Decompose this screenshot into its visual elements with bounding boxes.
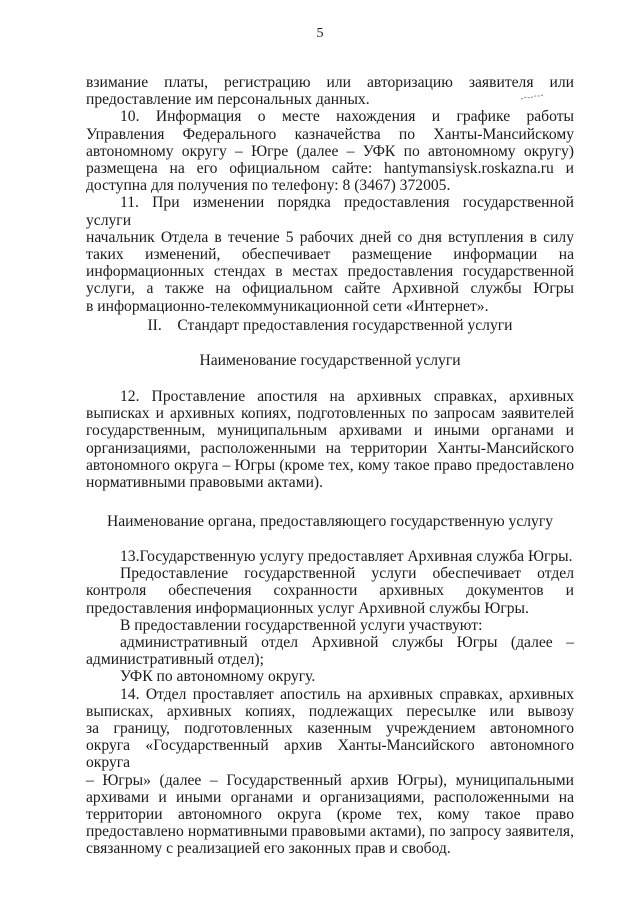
text-line: 11. При изменении порядка предоставления государственной услуги <box>86 194 574 229</box>
page-number: 5 <box>316 26 324 41</box>
section-provider-paragraphs <box>86 548 574 858</box>
text-line: автономного округа – Югры (кроме тех, кому такое право предоставлено <box>86 456 574 474</box>
section-service-name-paragraph <box>86 388 574 491</box>
text-line: контроля обеспечения сохранности архивных документов и <box>86 582 574 600</box>
text-line: доступна для получения по телефону: 8 (3467) 372005. <box>86 177 451 195</box>
text-line: административный отдел); <box>86 651 264 669</box>
section-info-paragraphs <box>86 74 574 315</box>
text-line: взимание платы, регистрацию или авторизацию заявителя или <box>86 74 574 91</box>
text-line: архивами и иными органами и организациями, расположенными на <box>86 788 574 806</box>
section-heading: II. Стандарт предоставления государственной услуги <box>147 317 513 334</box>
text-line: территории автономного округа (кроме тех, кому такое право <box>86 806 574 824</box>
pen-mark <box>520 94 544 100</box>
text-line: связанному с реализацией его законных прав и свобод. <box>86 840 451 858</box>
text-line: УФК по автономному округу. <box>120 668 316 686</box>
text-line: информационных стендах в местах предоставления государственной <box>86 263 574 281</box>
text-line: выписках и архивных копиях, подготовленных по запросам заявителей <box>86 405 574 423</box>
text-line: – Югры» (далее – Государственный архив Югры), муниципальными <box>86 771 574 789</box>
text-line: Управления Федерального казначейства по Ханты-Мансийскому <box>86 125 574 143</box>
text-line: услуги, а также на официальном сайте Архивной службы Югры <box>86 280 574 298</box>
subheading-service-provider: Наименование органа, предоставляющего государственную услугу <box>106 513 554 530</box>
text-line: 14. Отдел проставляет апостиль на архивных справках, архивных <box>120 685 574 703</box>
text-line: государственным, муниципальным архивами и иными органами и <box>86 422 574 440</box>
text-line: округа «Государственный архив Ханты-Мансийского автономного округа <box>86 737 574 772</box>
text-line: за границу, подготовленных казенным учреждением автономного <box>86 720 574 738</box>
text-line: предоставления информационных услуг Архивной службы Югры. <box>86 599 529 617</box>
text-line: таких изменений, обеспечивает размещение информации на <box>86 246 574 264</box>
text-line: размещена на его официальном сайте: hantymansiysk.roskazna.ru и <box>86 160 574 178</box>
text-line: 12. Проставление апостиля на архивных справках, архивных <box>120 388 574 405</box>
text-line: административный отдел Архивной службы Югры (далее – <box>120 634 574 652</box>
text-line: Предоставление государственной услуги обеспечивает отдел <box>120 565 574 583</box>
text-line: автономному округу – Югре (далее – УФК по автономному округу) <box>86 142 574 160</box>
text-line: предоставление им персональных данных. <box>86 91 370 109</box>
text-line: 10. Информация о месте нахождения и графике работы <box>120 108 574 126</box>
text-line: 13.Государственную услугу предоставляет Архивная служба Югры. <box>120 548 573 565</box>
text-line: в информационно-телекоммуникационной сети «Интернет». <box>86 297 489 315</box>
subheading-service-name: Наименование государственной услуги <box>199 352 461 369</box>
text-line: выписках, архивных копиях, подлежащих пересылке или вывозу <box>86 702 574 720</box>
text-line: В предоставлении государственной услуги участвуют: <box>120 616 483 634</box>
text-line: начальник Отдела в течение 5 рабочих дней со дня вступления в силу <box>86 228 574 246</box>
text-line: нормативными правовыми актами). <box>86 474 324 492</box>
text-line: организациями, расположенными на территории Ханты-Мансийского <box>86 439 574 457</box>
text-line: предоставлено нормативными правовыми актами), по запросу заявителя, <box>86 823 574 841</box>
